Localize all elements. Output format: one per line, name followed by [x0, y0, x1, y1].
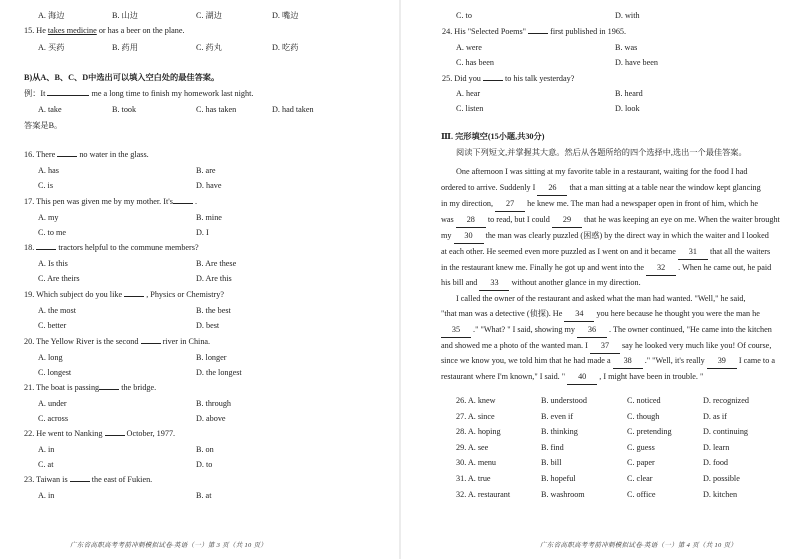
question-19 [24, 289, 224, 300]
passage2-line-0-t1: I called the owner of the restaurant and asked what the man had wanted. "Well," he said, [456, 294, 746, 303]
question-19-number: 19. [24, 290, 37, 299]
passage-line-7 [441, 275, 641, 291]
question-24-row1-option-1: B. was [615, 43, 638, 52]
example-option-2: C. has taken [196, 105, 237, 114]
question-21 [24, 382, 156, 393]
passage2-line-4 [441, 353, 775, 369]
left-footer: 广东省高职高考考前冲刺模拟试卷·英语（一）第 3 页（共 10 页） [70, 542, 268, 549]
question-19-row2-option-0: C. better [38, 321, 67, 330]
passage-line-6-t2: . When he came out, he paid [676, 263, 772, 272]
question-18 [24, 242, 199, 253]
right-footer: 广东省高职高考考前冲刺模拟试卷·英语（一）第 4 页（共 10 页） [540, 542, 738, 549]
passage-line-7-t1: his bill and [441, 278, 480, 287]
section-3-title-text: Ⅲ. 完形填空(15小题,共30分) [441, 132, 545, 141]
right-top-row-option-1: D. with [615, 11, 640, 20]
question-17 [24, 196, 197, 207]
cloze-row-31-option-3: D. possible [703, 474, 740, 483]
cloze-row-31-option-1: B. hopeful [541, 474, 576, 483]
right-top-row-option-0: C. to [456, 11, 472, 20]
question-17-text-after: . [192, 197, 198, 206]
cloze-row-30-option-3: D. food [703, 458, 729, 468]
example-prefix: 例：It [24, 89, 48, 98]
question-25 [442, 73, 574, 84]
cloze-row-28-option-3: D. continuing [703, 427, 749, 437]
page-divider [399, 0, 401, 559]
question-16-text-before: There [36, 150, 58, 159]
question-22-row2-option-1: D. to [196, 460, 213, 469]
question-25-row1-option-1: B. heard [615, 89, 643, 98]
question-18-row1-option-0: A. Is this [38, 259, 68, 268]
passage-line-5 [441, 244, 770, 260]
passage-line-2-t2: he knew me. The man had a newspaper open in front of him, which he [525, 199, 759, 208]
cloze-row-29-option-0: 29. A. see [456, 442, 489, 452]
example-blank [47, 95, 89, 96]
question-20-row2-option-0: C. longest [38, 368, 72, 377]
passage2-line-4-t2: ." "Well, it's really [642, 356, 707, 365]
passage2-line-5 [441, 369, 703, 385]
question-16-row1-option-0: A. has [38, 166, 59, 175]
passage2-line-2-blank-36: 36 [577, 322, 607, 338]
question-15-option-3: D. 吃药 [272, 43, 299, 52]
question-24-row1-option-0: A. were [456, 43, 482, 52]
question-15-pre: He [36, 26, 48, 35]
question-18-row2-option-0: C. Are theirs [38, 274, 80, 283]
section-b-text: B)从A、B、C、D中选出可以填入空白处的最佳答案。 [24, 73, 220, 82]
cloze-row-32-option-3: D. kitchen [703, 489, 738, 499]
passage-line-4-t2: the man was clearly puzzled (困惑) by the direct way in which the waiter and I looked [483, 231, 769, 240]
question-16-blank [57, 156, 77, 157]
question-16-text-after: no water in the glass. [77, 150, 149, 159]
cloze-row-30-option-2: C. paper [627, 458, 655, 468]
question-23-row1-option-0: A. in [38, 491, 55, 500]
cloze-row-28-option-0: 28. A. hoping [456, 427, 501, 437]
question-21-row1-option-1: B. through [196, 399, 232, 408]
question-20-blank [141, 343, 161, 344]
question-18-row2-option-1: D. Are this [196, 274, 232, 283]
passage-line-1-blank-26: 26 [537, 180, 567, 196]
passage-line-3-t3: that he was keeping an eye on me. When the waiter brought [581, 215, 780, 224]
question-16 [24, 149, 149, 160]
passage2-line-1-t2: you here because he thought you were the man he [594, 309, 760, 318]
cloze-row-28-option-2: C. pretending [627, 427, 672, 437]
passage2-line-5-t2: , I might have been in trouble. " [597, 372, 704, 381]
passage-line-5-t2: that all the waiters [707, 247, 771, 256]
question-24-row2-option-1: D. have been [615, 58, 658, 67]
cloze-row-32-option-1: B. washroom [541, 489, 585, 499]
question-16-row2-option-0: C. is [38, 181, 54, 190]
cloze-row-27-option-0: 27. A. since [456, 411, 495, 421]
cloze-row-29-option-3: D. learn [703, 442, 730, 452]
question-15-post: or has a beer on the plane. [96, 26, 185, 35]
question-25-row2-option-0: C. listen [456, 104, 484, 113]
question-22 [24, 428, 175, 439]
question-17-blank [173, 203, 193, 204]
question-21-text-before: The boat is passing [36, 383, 100, 392]
passage-line-3-blank-29: 29 [552, 212, 582, 228]
question-25-text-before: Did you [454, 74, 483, 83]
question-18-row1-option-1: B. Are these [196, 259, 237, 268]
passage2-line-2 [441, 322, 772, 338]
cloze-row-32-option-0: 32. A. restaurant [456, 489, 511, 499]
passage-line-5-t1: at each other. He seemed even more puzzled as I went on and it became [441, 247, 678, 256]
question-15-option-2: C. 药丸 [196, 43, 222, 52]
passage-line-6-blank-32: 32 [646, 260, 676, 276]
question-24-text-after: first published in 1965. [548, 27, 627, 36]
question-24-number: 24. [442, 27, 455, 36]
passage2-line-3-t1: and showed me a photo of the wanted man. I [441, 341, 590, 350]
question-17-text-before: This pen was given me by my mother. It's [36, 197, 173, 206]
passage-line-2 [441, 196, 758, 212]
question-24-row2-option-0: C. has been [456, 58, 494, 67]
passage-line-3-t2: to read, but I could [485, 215, 552, 224]
question-17-row2-option-1: D. I [196, 228, 209, 237]
question-15-number: 15. [24, 26, 37, 35]
passage-line-3-blank-28: 28 [456, 212, 486, 228]
question-19-text-after: , Physics or Chemistry? [144, 290, 224, 299]
cloze-row-26-option-2: C. noticed [627, 396, 661, 405]
question-23-number: 23. [24, 475, 37, 484]
passage-line-1-t1: ordered to arrive. Suddenly I [441, 183, 538, 192]
passage2-line-5-blank-40: 40 [567, 369, 597, 385]
question-22-row1-option-0: A. in [38, 445, 55, 454]
question-17-row1-option-0: A. my [38, 213, 59, 222]
question-18-blank [36, 249, 56, 250]
question-15-option-0: A. 买药 [38, 43, 65, 52]
question-16-number: 16. [24, 150, 37, 159]
question-23-blank [70, 481, 90, 482]
section-3-instruction [456, 147, 747, 158]
section-b-heading [24, 72, 219, 83]
passage2-line-4-t3: I came to a [736, 356, 775, 365]
question-16-row1-option-1: B. are [196, 166, 216, 175]
passage-line-3-t1: was [441, 215, 456, 224]
question-23-text-before: Taiwan is [36, 475, 70, 484]
question-21-blank [99, 389, 119, 390]
passage-line-7-t2: without another glance in my direction. [509, 278, 641, 287]
passage-line-4 [441, 228, 769, 244]
question-17-row2-option-0: C. to me [38, 228, 66, 237]
example-sentence [24, 88, 253, 99]
passage2-line-4-t1: since we know you, we told him that he had made a [441, 356, 613, 365]
passage-line-1 [441, 180, 761, 196]
question-24-text-before: His "Selected Poems" [454, 27, 529, 36]
passage-line-0-t1: One afternoon I was sitting at my favorite table in a restaurant, waiting for the food I had [456, 167, 748, 176]
example-option-0: A. take [38, 105, 62, 114]
passage-line-2-t1: in my direction, [441, 199, 496, 208]
question-25-blank [483, 80, 503, 81]
question-23-text-after: the east of Fukien. [89, 475, 153, 484]
question-21-row2-option-0: C. across [38, 414, 69, 423]
passage2-line-1-t1: "that man was a detective (侦探). He [441, 309, 565, 318]
passage-line-4-blank-30: 30 [454, 228, 484, 244]
passage-line-0 [456, 164, 747, 179]
question-16-row2-option-1: D. have [196, 181, 222, 190]
passage-line-6 [441, 260, 771, 276]
question-17-number: 17. [24, 197, 37, 206]
question-25-row1-option-0: A. hear [456, 89, 481, 98]
passage2-line-3-t2: say he looked very much like you! Of course, [619, 341, 772, 350]
passage2-line-2-blank-35: 35 [441, 322, 471, 338]
question-22-blank [105, 435, 125, 436]
question-19-row1-option-0: A. the most [38, 306, 76, 315]
passage2-line-3-blank-37: 37 [590, 338, 620, 354]
question-18-number: 18. [24, 243, 37, 252]
example-answer [24, 120, 62, 131]
question-21-row1-option-0: A. under [38, 399, 67, 408]
question-15-underlined: takes medicine [47, 26, 97, 35]
cloze-row-31-option-2: C. clear [627, 474, 653, 483]
cloze-row-27-option-3: D. as if [703, 411, 727, 421]
question-15-option-1: B. 药用 [112, 43, 138, 52]
question-17-row1-option-1: B. mine [196, 213, 222, 222]
question-15 [24, 25, 185, 36]
question-21-text-after: the bridge. [119, 383, 157, 392]
passage2-line-1-blank-34: 34 [564, 306, 594, 322]
top-row-option-1: B. 山边 [112, 11, 138, 20]
cloze-row-30-option-1: B. bill [541, 458, 562, 468]
question-20-text-after: river in China. [160, 337, 211, 346]
passage-line-5-blank-31: 31 [678, 244, 708, 260]
passage2-line-4-blank-38: 38 [613, 353, 643, 369]
question-23 [24, 474, 152, 485]
section-3-title [441, 131, 544, 142]
question-24-blank [528, 33, 548, 34]
question-19-text-before: Which subject do you like [36, 290, 125, 299]
cloze-row-29-option-2: C. guess [627, 442, 655, 452]
question-20-number: 20. [24, 337, 37, 346]
example-option-1: B. took [112, 105, 137, 114]
passage-line-7-blank-33: 33 [479, 275, 509, 291]
passage2-line-1 [441, 306, 760, 322]
question-20-row1-option-0: A. long [38, 353, 63, 362]
question-20-row2-option-1: D. the longest [196, 368, 242, 377]
cloze-row-26-option-3: D. recognized [703, 396, 749, 405]
top-row-option-3: D. 嘴边 [272, 11, 299, 20]
cloze-row-26-option-1: B. understood [541, 396, 587, 405]
passage-line-6-t1: in the restaurant knew me. Finally he got up and went into the [441, 263, 647, 272]
question-25-row2-option-1: D. look [615, 104, 640, 113]
passage2-line-5-t1: restaurant where I'm known," I said. " [441, 372, 568, 381]
passage2-line-3 [441, 338, 771, 354]
question-25-text-after: to his talk yesterday? [502, 74, 575, 83]
passage-line-3 [441, 212, 780, 228]
question-20-text-before: The Yellow River is the second [36, 337, 141, 346]
question-22-row1-option-1: B. on [196, 445, 214, 454]
cloze-row-26-option-0: 26. A. knew [456, 396, 496, 405]
question-25-number: 25. [442, 74, 455, 83]
question-22-text-before: He went to Nanking [36, 429, 105, 438]
question-22-number: 22. [24, 429, 37, 438]
example-option-3: D. had taken [272, 105, 314, 114]
cloze-row-31-option-0: 31. A. true [456, 474, 491, 483]
cloze-row-27-option-2: C. though [627, 411, 660, 421]
question-19-row2-option-1: D. best [196, 321, 220, 330]
example-answer-text: 答案是B。 [24, 121, 63, 130]
cloze-row-32-option-2: C. office [627, 489, 656, 499]
question-19-blank [124, 296, 144, 297]
cloze-row-28-option-1: B. thinking [541, 427, 578, 437]
passage2-line-0 [456, 291, 746, 306]
passage2-line-2-t3: . The owner continued, "He came into the kitchen [607, 325, 772, 334]
question-20-row1-option-1: B. longer [196, 353, 227, 362]
top-row-option-2: C. 湖边 [196, 11, 222, 20]
question-22-row2-option-0: C. at [38, 460, 54, 469]
question-21-number: 21. [24, 383, 37, 392]
question-23-row1-option-1: B. at [196, 491, 212, 500]
cloze-row-27-option-1: B. even if [541, 411, 574, 421]
passage2-line-4-blank-39: 39 [707, 353, 737, 369]
question-18-text-after: tractors helpful to the commune members? [56, 243, 199, 252]
example-text: me a long time to finish my homework last night. [89, 89, 254, 98]
question-19-row1-option-1: B. the best [196, 306, 231, 315]
passage-line-2-blank-27: 27 [495, 196, 525, 212]
question-22-text-after: October, 1977. [124, 429, 176, 438]
question-20 [24, 336, 210, 347]
question-21-row2-option-1: D. above [196, 414, 226, 423]
top-row-option-0: A. 海边 [38, 11, 65, 20]
passage-line-4-t1: my [441, 231, 454, 240]
question-24 [442, 26, 626, 37]
section-3-instruction-text: 阅读下列短文,并掌握其大意。然后从各题所给的四个选择中,选出一个最佳答案。 [456, 148, 747, 157]
cloze-row-30-option-0: 30. A. menu [456, 458, 497, 468]
passage-line-1-t2: that a man sitting at a table near the window kept glancing [567, 183, 761, 192]
cloze-row-29-option-1: B. find [541, 442, 564, 452]
passage2-line-2-t2: ." "What? " I said, showing my [471, 325, 577, 334]
